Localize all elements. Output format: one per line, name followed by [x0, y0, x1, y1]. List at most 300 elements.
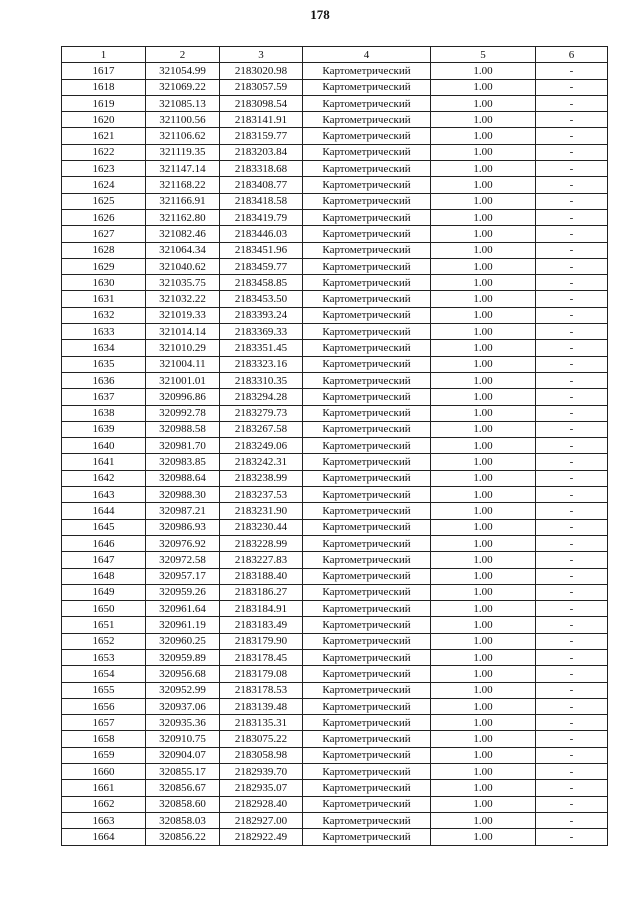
table-row [62, 177, 608, 193]
note-cell: - [536, 731, 608, 747]
y-coordinate-cell: 2183188.40 [220, 568, 303, 584]
method-cell: Картометрический [303, 584, 431, 600]
y-coordinate-cell: 2183453.50 [220, 291, 303, 307]
point-number-cell: 1622 [62, 144, 146, 160]
point-number-cell: 1651 [62, 617, 146, 633]
point-number-cell: 1655 [62, 682, 146, 698]
accuracy-cell: 1.00 [431, 307, 536, 323]
note-cell: - [536, 405, 608, 421]
point-number-cell: 1630 [62, 275, 146, 291]
y-coordinate-cell: 2183141.91 [220, 112, 303, 128]
note-cell: - [536, 698, 608, 714]
point-number-cell: 1643 [62, 487, 146, 503]
y-coordinate-cell: 2183020.98 [220, 63, 303, 79]
x-coordinate-cell: 320956.68 [146, 666, 220, 682]
note-cell: - [536, 601, 608, 617]
table-row [62, 764, 608, 780]
accuracy-cell: 1.00 [431, 421, 536, 437]
x-coordinate-cell: 320992.78 [146, 405, 220, 421]
accuracy-cell: 1.00 [431, 649, 536, 665]
note-cell: - [536, 503, 608, 519]
table-row [62, 535, 608, 551]
y-coordinate-cell: 2183451.96 [220, 242, 303, 258]
note-cell: - [536, 470, 608, 486]
table-row [62, 226, 608, 242]
table-row [62, 421, 608, 437]
table-row [62, 552, 608, 568]
point-number-cell: 1658 [62, 731, 146, 747]
note-cell: - [536, 177, 608, 193]
method-cell: Картометрический [303, 405, 431, 421]
table-row [62, 63, 608, 79]
column-header-1: 1 [62, 47, 146, 63]
point-number-cell: 1637 [62, 389, 146, 405]
accuracy-cell: 1.00 [431, 535, 536, 551]
accuracy-cell: 1.00 [431, 291, 536, 307]
table-row [62, 438, 608, 454]
method-cell: Картометрический [303, 95, 431, 111]
table-row [62, 731, 608, 747]
y-coordinate-cell: 2183057.59 [220, 79, 303, 95]
method-cell: Картометрический [303, 470, 431, 486]
point-number-cell: 1656 [62, 698, 146, 714]
point-number-cell: 1648 [62, 568, 146, 584]
note-cell: - [536, 356, 608, 372]
point-number-cell: 1628 [62, 242, 146, 258]
table-row [62, 698, 608, 714]
point-number-cell: 1621 [62, 128, 146, 144]
y-coordinate-cell: 2183267.58 [220, 421, 303, 437]
point-number-cell: 1624 [62, 177, 146, 193]
method-cell: Картометрический [303, 226, 431, 242]
y-coordinate-cell: 2183230.44 [220, 519, 303, 535]
header-row [62, 47, 608, 63]
note-cell: - [536, 307, 608, 323]
y-coordinate-cell: 2182922.49 [220, 829, 303, 845]
table-header [62, 47, 608, 63]
x-coordinate-cell: 321085.13 [146, 95, 220, 111]
method-cell: Картометрический [303, 731, 431, 747]
y-coordinate-cell: 2183237.53 [220, 487, 303, 503]
x-coordinate-cell: 320957.17 [146, 568, 220, 584]
y-coordinate-cell: 2182927.00 [220, 812, 303, 828]
method-cell: Картометрический [303, 389, 431, 405]
note-cell: - [536, 780, 608, 796]
x-coordinate-cell: 321001.01 [146, 372, 220, 388]
x-coordinate-cell: 320952.99 [146, 682, 220, 698]
table-row [62, 209, 608, 225]
method-cell: Картометрический [303, 144, 431, 160]
method-cell: Картометрический [303, 552, 431, 568]
accuracy-cell: 1.00 [431, 747, 536, 763]
point-number-cell: 1617 [62, 63, 146, 79]
method-cell: Картометрический [303, 503, 431, 519]
method-cell: Картометрический [303, 715, 431, 731]
table-row [62, 193, 608, 209]
x-coordinate-cell: 320935.36 [146, 715, 220, 731]
note-cell: - [536, 764, 608, 780]
x-coordinate-cell: 320937.06 [146, 698, 220, 714]
y-coordinate-cell: 2182928.40 [220, 796, 303, 812]
coordinates-table [61, 46, 608, 846]
accuracy-cell: 1.00 [431, 796, 536, 812]
method-cell: Картометрический [303, 372, 431, 388]
accuracy-cell: 1.00 [431, 812, 536, 828]
point-number-cell: 1646 [62, 535, 146, 551]
note-cell: - [536, 128, 608, 144]
y-coordinate-cell: 2183238.99 [220, 470, 303, 486]
note-cell: - [536, 95, 608, 111]
method-cell: Картометрический [303, 633, 431, 649]
y-coordinate-cell: 2183408.77 [220, 177, 303, 193]
point-number-cell: 1631 [62, 291, 146, 307]
y-coordinate-cell: 2182939.70 [220, 764, 303, 780]
y-coordinate-cell: 2183179.08 [220, 666, 303, 682]
table-row [62, 242, 608, 258]
note-cell: - [536, 715, 608, 731]
x-coordinate-cell: 320858.60 [146, 796, 220, 812]
method-cell: Картометрический [303, 356, 431, 372]
x-coordinate-cell: 321168.22 [146, 177, 220, 193]
method-cell: Картометрический [303, 438, 431, 454]
accuracy-cell: 1.00 [431, 226, 536, 242]
y-coordinate-cell: 2183075.22 [220, 731, 303, 747]
x-coordinate-cell: 320856.22 [146, 829, 220, 845]
accuracy-cell: 1.00 [431, 568, 536, 584]
accuracy-cell: 1.00 [431, 258, 536, 274]
note-cell: - [536, 519, 608, 535]
table-row [62, 405, 608, 421]
x-coordinate-cell: 321106.62 [146, 128, 220, 144]
accuracy-cell: 1.00 [431, 633, 536, 649]
accuracy-cell: 1.00 [431, 405, 536, 421]
accuracy-cell: 1.00 [431, 161, 536, 177]
y-coordinate-cell: 2183294.28 [220, 389, 303, 405]
note-cell: - [536, 226, 608, 242]
y-coordinate-cell: 2183178.53 [220, 682, 303, 698]
note-cell: - [536, 421, 608, 437]
table-row [62, 275, 608, 291]
table-row [62, 829, 608, 845]
table-row [62, 747, 608, 763]
point-number-cell: 1623 [62, 161, 146, 177]
accuracy-cell: 1.00 [431, 372, 536, 388]
table-row [62, 79, 608, 95]
x-coordinate-cell: 321082.46 [146, 226, 220, 242]
method-cell: Картометрический [303, 209, 431, 225]
point-number-cell: 1660 [62, 764, 146, 780]
method-cell: Картометрический [303, 177, 431, 193]
note-cell: - [536, 340, 608, 356]
note-cell: - [536, 112, 608, 128]
x-coordinate-cell: 320959.26 [146, 584, 220, 600]
method-cell: Картометрический [303, 698, 431, 714]
x-coordinate-cell: 320972.58 [146, 552, 220, 568]
note-cell: - [536, 617, 608, 633]
table-row [62, 617, 608, 633]
accuracy-cell: 1.00 [431, 666, 536, 682]
accuracy-cell: 1.00 [431, 470, 536, 486]
method-cell: Картометрический [303, 649, 431, 665]
accuracy-cell: 1.00 [431, 193, 536, 209]
y-coordinate-cell: 2183446.03 [220, 226, 303, 242]
point-number-cell: 1642 [62, 470, 146, 486]
y-coordinate-cell: 2183228.99 [220, 535, 303, 551]
accuracy-cell: 1.00 [431, 715, 536, 731]
accuracy-cell: 1.00 [431, 519, 536, 535]
method-cell: Картометрический [303, 324, 431, 340]
y-coordinate-cell: 2183351.45 [220, 340, 303, 356]
x-coordinate-cell: 320983.85 [146, 454, 220, 470]
note-cell: - [536, 372, 608, 388]
method-cell: Картометрический [303, 340, 431, 356]
accuracy-cell: 1.00 [431, 454, 536, 470]
note-cell: - [536, 144, 608, 160]
table-row [62, 519, 608, 535]
x-coordinate-cell: 321019.33 [146, 307, 220, 323]
accuracy-cell: 1.00 [431, 79, 536, 95]
x-coordinate-cell: 320981.70 [146, 438, 220, 454]
x-coordinate-cell: 321147.14 [146, 161, 220, 177]
accuracy-cell: 1.00 [431, 503, 536, 519]
y-coordinate-cell: 2183323.16 [220, 356, 303, 372]
method-cell: Картометрический [303, 666, 431, 682]
note-cell: - [536, 389, 608, 405]
note-cell: - [536, 438, 608, 454]
table-row [62, 291, 608, 307]
point-number-cell: 1654 [62, 666, 146, 682]
note-cell: - [536, 242, 608, 258]
y-coordinate-cell: 2183418.58 [220, 193, 303, 209]
note-cell: - [536, 63, 608, 79]
table-row [62, 324, 608, 340]
accuracy-cell: 1.00 [431, 242, 536, 258]
table-row [62, 649, 608, 665]
note-cell: - [536, 535, 608, 551]
point-number-cell: 1634 [62, 340, 146, 356]
table-row [62, 128, 608, 144]
y-coordinate-cell: 2183098.54 [220, 95, 303, 111]
note-cell: - [536, 258, 608, 274]
note-cell: - [536, 682, 608, 698]
table-row [62, 356, 608, 372]
point-number-cell: 1619 [62, 95, 146, 111]
x-coordinate-cell: 320986.93 [146, 519, 220, 535]
accuracy-cell: 1.00 [431, 682, 536, 698]
point-number-cell: 1640 [62, 438, 146, 454]
method-cell: Картометрический [303, 601, 431, 617]
note-cell: - [536, 324, 608, 340]
method-cell: Картометрический [303, 291, 431, 307]
table-row [62, 568, 608, 584]
note-cell: - [536, 829, 608, 845]
note-cell: - [536, 796, 608, 812]
table-row [62, 780, 608, 796]
y-coordinate-cell: 2183419.79 [220, 209, 303, 225]
y-coordinate-cell: 2183139.48 [220, 698, 303, 714]
y-coordinate-cell: 2183279.73 [220, 405, 303, 421]
method-cell: Картометрический [303, 79, 431, 95]
table-row [62, 161, 608, 177]
method-cell: Картометрический [303, 764, 431, 780]
accuracy-cell: 1.00 [431, 63, 536, 79]
table-row [62, 715, 608, 731]
table-row [62, 487, 608, 503]
y-coordinate-cell: 2183179.90 [220, 633, 303, 649]
x-coordinate-cell: 321032.22 [146, 291, 220, 307]
accuracy-cell: 1.00 [431, 356, 536, 372]
y-coordinate-cell: 2183318.68 [220, 161, 303, 177]
table-row [62, 389, 608, 405]
point-number-cell: 1633 [62, 324, 146, 340]
method-cell: Картометрический [303, 193, 431, 209]
column-header-3: 3 [220, 47, 303, 63]
point-number-cell: 1650 [62, 601, 146, 617]
y-coordinate-cell: 2183249.06 [220, 438, 303, 454]
method-cell: Картометрический [303, 275, 431, 291]
table-row [62, 812, 608, 828]
point-number-cell: 1620 [62, 112, 146, 128]
accuracy-cell: 1.00 [431, 112, 536, 128]
accuracy-cell: 1.00 [431, 177, 536, 193]
table-row [62, 144, 608, 160]
x-coordinate-cell: 321119.35 [146, 144, 220, 160]
x-coordinate-cell: 321054.99 [146, 63, 220, 79]
y-coordinate-cell: 2183058.98 [220, 747, 303, 763]
y-coordinate-cell: 2183186.27 [220, 584, 303, 600]
column-header-5: 5 [431, 47, 536, 63]
note-cell: - [536, 552, 608, 568]
point-number-cell: 1664 [62, 829, 146, 845]
x-coordinate-cell: 321004.11 [146, 356, 220, 372]
y-coordinate-cell: 2183458.85 [220, 275, 303, 291]
accuracy-cell: 1.00 [431, 389, 536, 405]
method-cell: Картометрический [303, 796, 431, 812]
x-coordinate-cell: 320987.21 [146, 503, 220, 519]
accuracy-cell: 1.00 [431, 584, 536, 600]
y-coordinate-cell: 2183159.77 [220, 128, 303, 144]
y-coordinate-cell: 2183459.77 [220, 258, 303, 274]
table-row [62, 95, 608, 111]
x-coordinate-cell: 320904.07 [146, 747, 220, 763]
point-number-cell: 1627 [62, 226, 146, 242]
method-cell: Картометрический [303, 454, 431, 470]
x-coordinate-cell: 321162.80 [146, 209, 220, 225]
accuracy-cell: 1.00 [431, 275, 536, 291]
method-cell: Картометрический [303, 535, 431, 551]
x-coordinate-cell: 320988.58 [146, 421, 220, 437]
table-row [62, 666, 608, 682]
point-number-cell: 1662 [62, 796, 146, 812]
table-row [62, 112, 608, 128]
x-coordinate-cell: 320988.64 [146, 470, 220, 486]
x-coordinate-cell: 320856.67 [146, 780, 220, 796]
table-row [62, 454, 608, 470]
accuracy-cell: 1.00 [431, 552, 536, 568]
x-coordinate-cell: 321100.56 [146, 112, 220, 128]
table-row [62, 796, 608, 812]
y-coordinate-cell: 2183231.90 [220, 503, 303, 519]
point-number-cell: 1663 [62, 812, 146, 828]
x-coordinate-cell: 321040.62 [146, 258, 220, 274]
y-coordinate-cell: 2183369.33 [220, 324, 303, 340]
note-cell: - [536, 487, 608, 503]
table-row [62, 584, 608, 600]
x-coordinate-cell: 320960.25 [146, 633, 220, 649]
accuracy-cell: 1.00 [431, 698, 536, 714]
y-coordinate-cell: 2183393.24 [220, 307, 303, 323]
accuracy-cell: 1.00 [431, 617, 536, 633]
method-cell: Картометрический [303, 747, 431, 763]
note-cell: - [536, 79, 608, 95]
method-cell: Картометрический [303, 161, 431, 177]
column-header-6: 6 [536, 47, 608, 63]
point-number-cell: 1661 [62, 780, 146, 796]
x-coordinate-cell: 320959.89 [146, 649, 220, 665]
note-cell: - [536, 649, 608, 665]
accuracy-cell: 1.00 [431, 144, 536, 160]
method-cell: Картометрический [303, 682, 431, 698]
method-cell: Картометрический [303, 63, 431, 79]
method-cell: Картометрический [303, 812, 431, 828]
table-row [62, 372, 608, 388]
point-number-cell: 1657 [62, 715, 146, 731]
note-cell: - [536, 812, 608, 828]
accuracy-cell: 1.00 [431, 601, 536, 617]
note-cell: - [536, 291, 608, 307]
note-cell: - [536, 209, 608, 225]
note-cell: - [536, 584, 608, 600]
point-number-cell: 1649 [62, 584, 146, 600]
method-cell: Картометрический [303, 112, 431, 128]
accuracy-cell: 1.00 [431, 438, 536, 454]
accuracy-cell: 1.00 [431, 829, 536, 845]
method-cell: Картометрический [303, 829, 431, 845]
x-coordinate-cell: 321166.91 [146, 193, 220, 209]
method-cell: Картометрический [303, 617, 431, 633]
x-coordinate-cell: 321010.29 [146, 340, 220, 356]
point-number-cell: 1639 [62, 421, 146, 437]
point-number-cell: 1647 [62, 552, 146, 568]
point-number-cell: 1618 [62, 79, 146, 95]
table-body [62, 63, 608, 845]
note-cell: - [536, 454, 608, 470]
accuracy-cell: 1.00 [431, 209, 536, 225]
y-coordinate-cell: 2183184.91 [220, 601, 303, 617]
method-cell: Картометрический [303, 307, 431, 323]
point-number-cell: 1653 [62, 649, 146, 665]
point-number-cell: 1625 [62, 193, 146, 209]
y-coordinate-cell: 2183178.45 [220, 649, 303, 665]
column-header-2: 2 [146, 47, 220, 63]
note-cell: - [536, 568, 608, 584]
accuracy-cell: 1.00 [431, 128, 536, 144]
note-cell: - [536, 193, 608, 209]
note-cell: - [536, 275, 608, 291]
point-number-cell: 1632 [62, 307, 146, 323]
point-number-cell: 1629 [62, 258, 146, 274]
accuracy-cell: 1.00 [431, 340, 536, 356]
x-coordinate-cell: 320910.75 [146, 731, 220, 747]
page-number: 178 [310, 7, 330, 22]
accuracy-cell: 1.00 [431, 95, 536, 111]
point-number-cell: 1626 [62, 209, 146, 225]
x-coordinate-cell: 321064.34 [146, 242, 220, 258]
x-coordinate-cell: 320858.03 [146, 812, 220, 828]
method-cell: Картометрический [303, 568, 431, 584]
table-row [62, 470, 608, 486]
y-coordinate-cell: 2183227.83 [220, 552, 303, 568]
